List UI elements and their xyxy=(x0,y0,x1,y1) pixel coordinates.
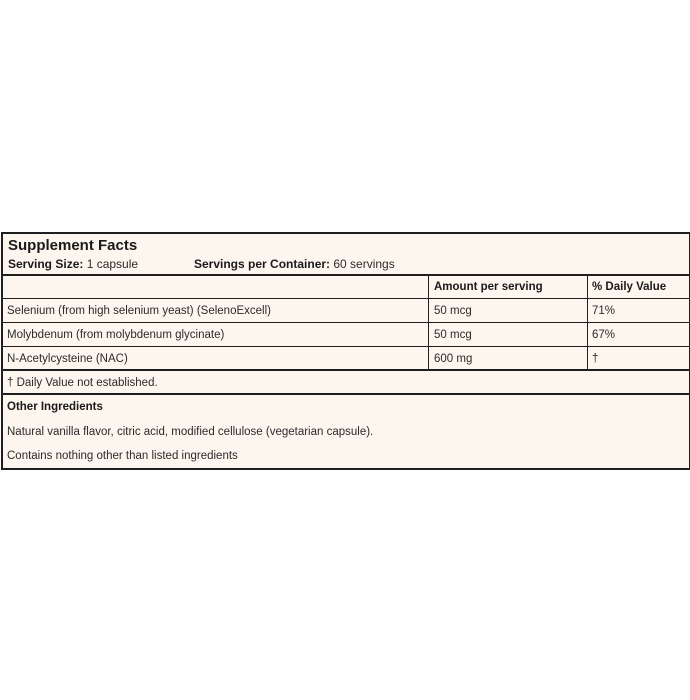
nutrient-name: Molybdenum (from molybdenum glycinate) xyxy=(7,329,225,341)
column-divider xyxy=(587,275,588,370)
nutrient-daily-value: † xyxy=(592,353,599,365)
column-divider xyxy=(428,275,429,370)
serving-size-label: Serving Size: xyxy=(8,257,84,271)
facts-title: Supplement Facts xyxy=(8,237,138,254)
nutrient-amount: 50 mcg xyxy=(434,329,472,341)
amount-header: Amount per serving xyxy=(434,281,543,293)
servings-container-value: 60 servings xyxy=(330,257,395,271)
daily-value-footnote: † Daily Value not established. xyxy=(7,377,158,389)
nutrient-name: N-Acetylcysteine (NAC) xyxy=(7,353,128,365)
facts-header xyxy=(3,234,689,274)
nutrient-daily-value: 71% xyxy=(592,305,616,317)
other-ingredients-heading: Other Ingredients xyxy=(7,401,103,413)
supplement-facts-panel xyxy=(1,232,690,470)
nutrient-name: Selenium (from high selenium yeast) (SelenoExcell) xyxy=(7,305,271,317)
daily-value-header: % Daily Value xyxy=(592,281,667,293)
servings-per-container xyxy=(194,257,395,271)
other-ingredients-list: Natural vanilla flavor, citric acid, modified cellulose (vegetarian capsule). xyxy=(7,426,374,438)
serving-size xyxy=(8,257,138,271)
contains-note: Contains nothing other than listed ingredients xyxy=(7,450,238,462)
nutrient-daily-value: 67% xyxy=(592,329,616,341)
nutrient-amount: 600 mg xyxy=(434,353,473,365)
serving-size-value: 1 capsule xyxy=(83,257,139,271)
nutrient-amount: 50 mcg xyxy=(434,305,472,317)
servings-container-label: Servings per Container: xyxy=(194,257,331,271)
footnote-divider xyxy=(3,393,689,395)
